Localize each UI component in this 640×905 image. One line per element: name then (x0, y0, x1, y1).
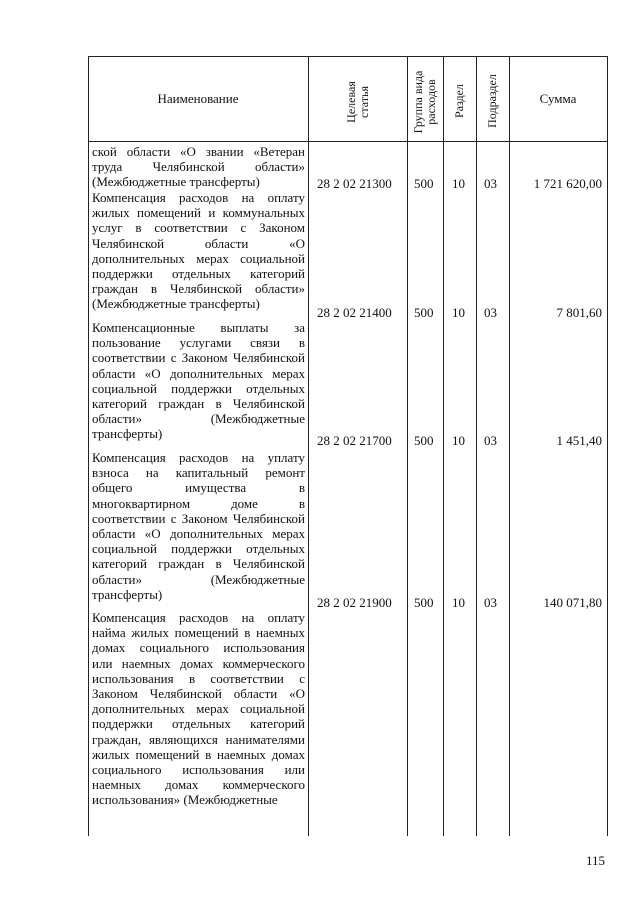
row-4-description: Компенсация расходов на уплату взноса на капитальный ремонт общего имущества в многоквартирном доме в соответствии с Законом Челябинской области «О дополнительных мерах социальной поддержки отдельных категорий граждан в Челябинской области» (Межбюджетные трансферты) (92, 450, 305, 602)
header-expense-group: Группа вида расходов (411, 70, 438, 134)
col-border-right (607, 56, 608, 836)
header-sum: Сумма (539, 91, 577, 106)
row-2-code: 28 2 02 21400 (317, 305, 392, 320)
row-3-description: Компенсационные выплаты за пользование услугами связи в соответствии с Законом Челябинской области «О дополнительных мерах социальной поддержки отдельных категорий граждан в Челябинской области» (Межбюджетные трансферты) (92, 320, 305, 442)
row-3-group: 500 (414, 433, 434, 448)
header-name: Наименование (157, 91, 239, 106)
row-1-code: 28 2 02 21300 (317, 176, 392, 191)
row-4-code: 28 2 02 21900 (317, 595, 392, 610)
row-3-code: 28 2 02 21700 (317, 433, 392, 448)
row-4-group: 500 (414, 595, 434, 610)
page-number: 115 (586, 853, 606, 868)
header-subsection: Подраздел (485, 74, 499, 128)
header-bottom-border (88, 141, 608, 142)
col-border-left (88, 56, 89, 836)
col-border-name (308, 56, 309, 836)
row-4-section: 10 (452, 595, 465, 610)
row-1-group: 500 (414, 176, 434, 191)
row-1-amount: 1 721 620,00 (533, 176, 602, 191)
header-target-article: Целевая статья (344, 81, 371, 123)
row-1-description: ской области «О звании «Ветеран труда Челябинской области» (Межбюджетные трансферты) (92, 144, 305, 190)
row-1-subsection: 03 (484, 176, 497, 191)
row-4-amount: 140 071,80 (543, 595, 602, 610)
col-border-subsection (509, 56, 510, 836)
row-3-section: 10 (452, 433, 465, 448)
row-5-description: Компенсация расходов на оплату найма жилых помещений в наемных домах социального использования или наемных домах коммерческого использования в соответствии с Законом Челябинской области «О дополнительных мерах социальной поддержки отдельных категорий граждан, являющихся нанимателями жилых помещений в наемных домах социального использования или наемных домах коммерческого использования» (Межбюджетные (92, 610, 305, 808)
row-4-subsection: 03 (484, 595, 497, 610)
row-2-amount: 7 801,60 (556, 305, 602, 320)
col-border-section (476, 56, 477, 836)
header-section: Раздел (452, 84, 466, 118)
row-3-subsection: 03 (484, 433, 497, 448)
table-top-border (88, 56, 608, 57)
row-3-amount: 1 451,40 (556, 433, 602, 448)
row-2-section: 10 (452, 305, 465, 320)
row-2-description: Компенсация расходов на оплату жилых помещений и коммунальных услуг в соответствии с Законом Челябинской области «О дополнительных мерах социальной поддержки отдельных категорий граждан в Челябинской области» (Межбюджетные трансферты) (92, 190, 305, 312)
row-1-section: 10 (452, 176, 465, 191)
col-border-group (443, 56, 444, 836)
row-2-group: 500 (414, 305, 434, 320)
col-border-article (407, 56, 408, 836)
row-2-subsection: 03 (484, 305, 497, 320)
